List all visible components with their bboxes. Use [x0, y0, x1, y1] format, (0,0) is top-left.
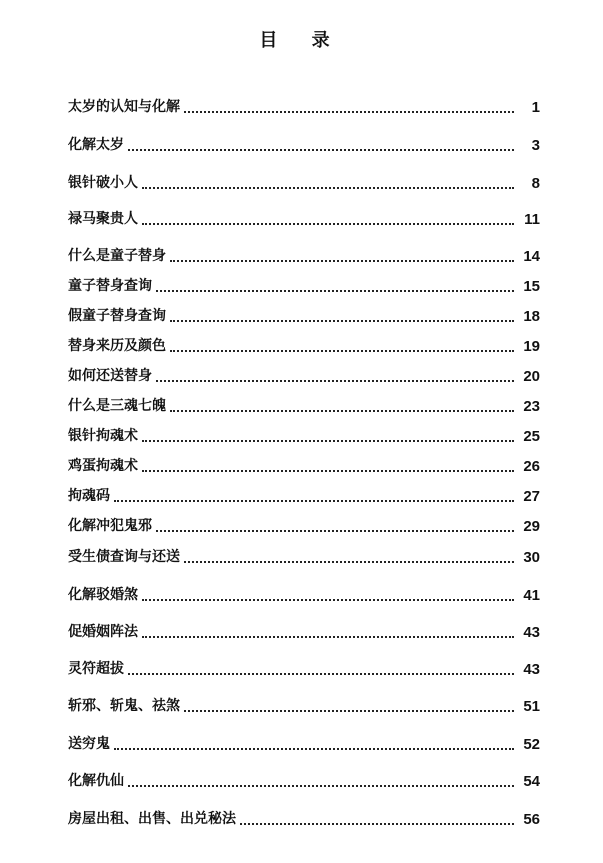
- toc-entry-label: 太岁的认知与化解: [68, 99, 180, 115]
- toc-entry: [68, 425, 540, 445]
- toc-entry-label: 灵符超拔: [68, 661, 124, 677]
- toc-page-number: 54: [523, 773, 540, 790]
- dot-leader: [142, 585, 514, 601]
- toc-entry: [68, 515, 540, 535]
- toc-entry: [68, 275, 540, 295]
- toc-entry: [68, 485, 540, 505]
- toc-page-number: 11: [524, 211, 540, 228]
- toc-page-number: 1: [531, 99, 540, 116]
- dot-leader: [156, 516, 514, 532]
- toc-page-number: 26: [523, 458, 540, 475]
- toc-entry: [68, 770, 540, 790]
- toc-entry: [68, 395, 540, 415]
- toc-entry-label: 斩邪、斩鬼、祛煞: [68, 698, 180, 714]
- toc-page-number: 52: [523, 736, 540, 753]
- toc-entry: [68, 621, 540, 641]
- toc-page-number: 43: [523, 661, 540, 678]
- toc-entry: [68, 208, 540, 228]
- toc-entry: [68, 546, 540, 566]
- dot-leader: [128, 771, 514, 787]
- toc-entry: [68, 455, 540, 475]
- toc-entry-label: 银针破小人: [68, 175, 138, 191]
- toc-entry: [68, 134, 540, 154]
- dot-leader: [142, 426, 514, 442]
- toc-page-number: 25: [523, 428, 540, 445]
- toc-page-number: 29: [523, 518, 540, 535]
- page-title: 目 录: [259, 30, 344, 51]
- toc-entry: [68, 658, 540, 678]
- toc-entry: [68, 365, 540, 385]
- dot-leader: [142, 209, 514, 225]
- dot-leader: [142, 173, 514, 189]
- dot-leader: [170, 336, 514, 352]
- toc-entry-label: 什么是三魂七魄: [68, 398, 166, 414]
- dot-leader: [170, 306, 514, 322]
- toc-entry-label: 化解冲犯鬼邪: [68, 518, 152, 534]
- toc-entry-label: 银针拘魂术: [68, 428, 138, 444]
- dot-leader: [170, 246, 514, 262]
- toc-entry-label: 如何还送替身: [68, 368, 152, 384]
- toc-entry-label: 童子替身查询: [68, 278, 152, 294]
- dot-leader: [170, 396, 514, 412]
- dot-leader: [114, 734, 514, 750]
- toc-entry-label: 化解仇仙: [68, 773, 124, 789]
- toc-page-number: 20: [523, 368, 540, 385]
- toc-entry-label: 房屋出租、出售、出兑秘法: [68, 811, 236, 827]
- toc-entry: [68, 335, 540, 355]
- toc-entry: [68, 584, 540, 604]
- dot-leader: [184, 696, 514, 712]
- toc-entry-label: 促婚姻阵法: [68, 624, 138, 640]
- toc-page-number: 56: [523, 811, 540, 828]
- toc-entry-label: 禄马聚贵人: [68, 211, 138, 227]
- toc-entry-label: 受生债查询与还送: [68, 549, 180, 565]
- toc-page-number: 41: [523, 587, 540, 604]
- toc-page-number: 27: [523, 488, 540, 505]
- toc-page-number: 3: [531, 137, 540, 154]
- toc-entry-label: 假童子替身查询: [68, 308, 166, 324]
- toc-entry: [68, 733, 540, 753]
- dot-leader: [184, 97, 514, 113]
- toc-page-number: 30: [523, 549, 540, 566]
- toc-entry: [68, 808, 540, 828]
- dot-leader: [128, 659, 514, 675]
- toc-entry-label: 拘魂码: [68, 488, 110, 504]
- toc-page-number: 14: [523, 248, 540, 265]
- toc-entry-label: 化解太岁: [68, 137, 124, 153]
- toc-entry-label: 什么是童子替身: [68, 248, 166, 264]
- toc-entry: [68, 245, 540, 265]
- toc-page-number: 43: [523, 624, 540, 641]
- toc-page-number: 23: [523, 398, 540, 415]
- toc-entry-label: 替身来历及颜色: [68, 338, 166, 354]
- dot-leader: [240, 809, 514, 825]
- dot-leader: [156, 366, 514, 382]
- toc-page-number: 15: [523, 278, 540, 295]
- toc-page-number: 19: [523, 338, 540, 355]
- dot-leader: [128, 135, 514, 151]
- toc-page-number: 51: [523, 698, 540, 715]
- dot-leader: [142, 622, 514, 638]
- toc-page-number: 18: [523, 308, 540, 325]
- dot-leader: [142, 456, 514, 472]
- toc-entry: [68, 695, 540, 715]
- toc-page-number: 8: [531, 175, 540, 192]
- dot-leader: [114, 486, 514, 502]
- toc-entry: [68, 96, 540, 116]
- dot-leader: [156, 276, 514, 292]
- toc-entry: [68, 305, 540, 325]
- dot-leader: [184, 547, 514, 563]
- toc-entry-label: 送穷鬼: [68, 736, 110, 752]
- toc-entry-label: 化解驳婚煞: [68, 587, 138, 603]
- toc-entry: [68, 172, 540, 192]
- toc-entry-label: 鸡蛋拘魂术: [68, 458, 138, 474]
